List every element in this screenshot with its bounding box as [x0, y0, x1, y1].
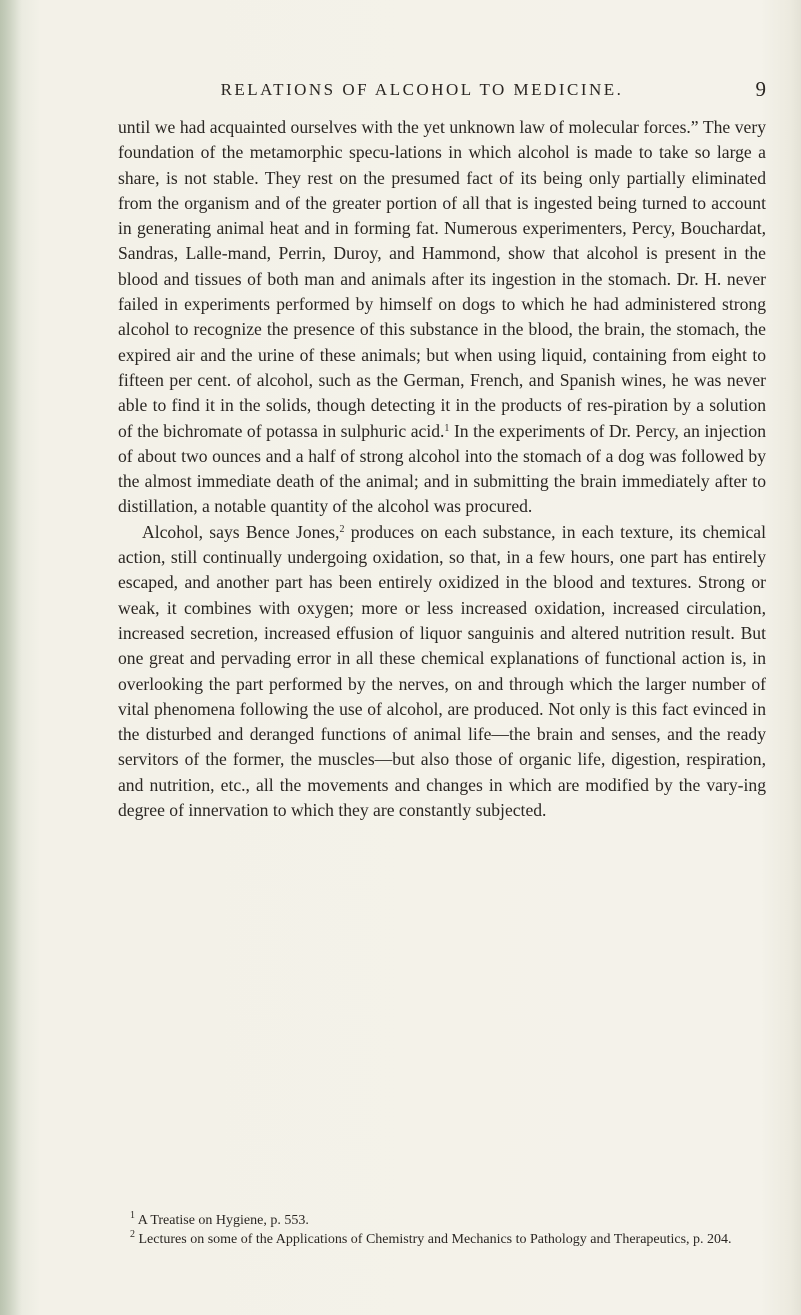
- running-head: RELATIONS OF ALCOHOL TO MEDICINE.: [220, 80, 624, 99]
- footnote-1: [118, 1212, 766, 1231]
- footnote-ref-1: 1: [444, 422, 450, 434]
- footnote-2: [118, 1228, 766, 1250]
- page-edge-shading: [0, 0, 22, 1315]
- footnote-1-marker: 1: [130, 1210, 135, 1221]
- page-header: [118, 77, 766, 110]
- footnotes: [118, 1212, 766, 1249]
- paragraph-1: [118, 115, 766, 520]
- paragraph-1-text-a: until we had acquainted ourselves with the yet unknown law of molecular forces.” The very foundation of the metamorphic specu-lations in which alcohol is made to take so large a share, is not stable. They rest on the presumed fact of its being only partially eliminated from the organism and of the greater portion of all that is ingested being turned to account in generating animal heat and in forming fat. Numerous experimenters, Percy, Bouchardat, Sandras, Lalle-mand, Perrin, Duroy, and Hammond, show that alcohol is present in the blood and tissues of both man and animals after its ingestion in the stomach. Dr. H. never failed in experiments performed by himself on dogs to which he had administered strong alcohol to recognize the presence of this substance in the blood, the brain, the stomach, the expired air and the urine of these animals; but when using liquid, containing from eight to fifteen per cent. of alcohol, such as the German, French, and Spanish wines, he was never able to find it in the solids, though detecting it in the products of res-piration by a solution of the bichromate of potassa in sulphuric acid.: [118, 117, 766, 441]
- paragraph-2: [118, 520, 766, 824]
- paragraph-2-text-b: produces on each substance, in each texture, its chemical action, still continually undergoing oxidation, so that, in a few hours, one part has entirely escaped, and another part has been entirely oxidized in the blood and textures. Strong or weak, it combines with oxygen; more or less increased oxidation, increased circulation, increased secretion, increased effusion of liquor sanguinis and altered nutrition result. But one great and pervading error in all these chemical explanations of functional action is, in overlooking the part performed by the nerves, on and through which the larger number of vital phenomena following the use of alcohol, are produced. Not only is this fact evinced in the disturbed and deranged functions of animal life—the brain and senses, and the ready servitors of the former, the muscles—but also those of organic life, digestion, respiration, and nutrition, etc., all the movements and changes in which are modified by the vary-ing degree of innervation to which they are constantly subjected.: [118, 521, 767, 821]
- footnote-2-text: Lectures on some of the Applications of Chemistry and Mechanics to Pathology and Therapeutics, p. 204.: [135, 1231, 732, 1247]
- body-text: [118, 115, 766, 823]
- footnote-ref-2: 2: [339, 523, 345, 535]
- footnote-1-text: A Treatise on Hygiene, p. 553.: [135, 1213, 309, 1228]
- footnote-2-marker: 2: [130, 1228, 135, 1240]
- paragraph-1-text-b: In the experiments of Dr. Percy, an injection of about two ounces and a half of strong alcohol into the stomach of a dog was followed by the almost immediate death of the animal; and in submitting the brain immediately after to distillation, a notable quantity of the alcohol was procured.: [118, 420, 767, 517]
- page-number: 9: [755, 77, 766, 101]
- paragraph-2-text-a: Alcohol, says Bence Jones,: [142, 521, 340, 542]
